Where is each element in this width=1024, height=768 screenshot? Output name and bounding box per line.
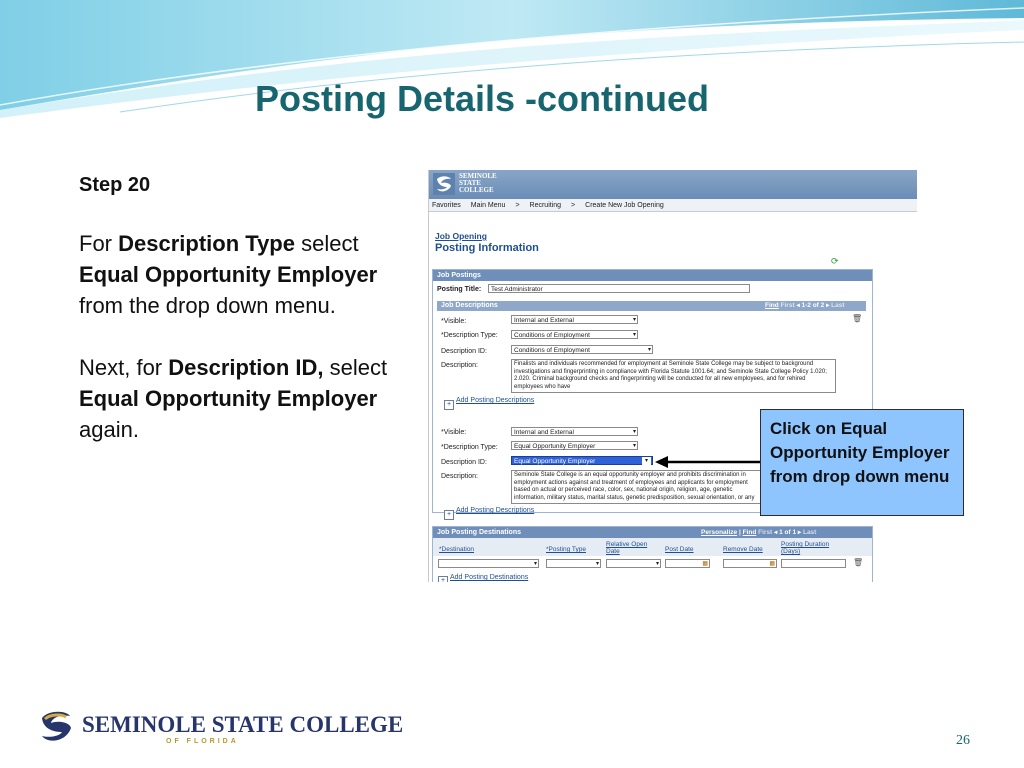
col-post-date[interactable]: Post Date	[665, 546, 694, 553]
description-textarea-1[interactable]: Finalists and individuals recommended for employment at Seminole State College may be subject to background investigations and fingerprinting in compliance with Florida Statute 1001.64; and Seminole State College Policy 1.020; 2.020. Criminal background checks and fingerprinting will be conducted for all new employees, and for rehired employees who have	[511, 359, 836, 393]
callout-box: Click on Equal Opportunity Employer from drop down menu	[760, 409, 964, 516]
app-nav-bar	[429, 199, 917, 212]
description-type-select-2[interactable]: Equal Opportunity Employer ▾	[511, 441, 638, 450]
first-link[interactable]: First	[780, 302, 795, 309]
nav-recruiting[interactable]: Recruiting	[529, 201, 562, 209]
chevron-down-icon: ▾	[655, 561, 659, 567]
instruction-paragraph-1: For Description Type select Equal Opportunity Employer from the drop down menu.	[79, 231, 378, 318]
find-link[interactable]: Find	[765, 302, 779, 309]
description-label: Description:	[441, 473, 478, 480]
remove-date-input[interactable]	[723, 559, 777, 568]
posting-title-input[interactable]: Test Administrator	[488, 284, 750, 293]
trash-icon[interactable]: 🗑	[852, 314, 863, 323]
add-posting-descriptions-link-2[interactable]: Add Posting Descriptions	[456, 507, 535, 514]
nav-create-job-opening[interactable]: Create New Job Opening	[585, 201, 664, 209]
description-type-label: *Description Type:	[441, 444, 498, 451]
last-link[interactable]: Last	[831, 302, 845, 309]
range-text: 1-2 of 2	[801, 302, 825, 309]
visible-label: *Visible:	[441, 429, 467, 436]
footer-logo-subtext: OF FLORIDA	[166, 738, 239, 745]
col-destination[interactable]: *Destination	[439, 546, 475, 553]
app-header	[429, 170, 917, 199]
add-icon[interactable]: +	[444, 400, 454, 410]
visible-select-1[interactable]: Internal and External ▾	[511, 315, 638, 324]
chevron-down-icon: ▾	[647, 347, 651, 353]
description-id-label: Description ID:	[441, 348, 487, 355]
chevron-down-icon: ▾	[533, 561, 537, 567]
nav-separator: >	[571, 201, 576, 209]
description-type-label: *Description Type:	[441, 332, 498, 339]
footer-logo-text: SEMINOLE STATE COLLEGE	[82, 712, 404, 737]
job-descriptions-header: Job Descriptions Find First ◂ 1-2 of 2 ▸ Last	[437, 301, 866, 311]
relative-open-date-select[interactable]	[606, 559, 661, 568]
page-number: 26	[956, 733, 970, 748]
col-posting-type[interactable]: *Posting Type	[546, 546, 586, 553]
trash-icon[interactable]: 🗑	[853, 558, 864, 567]
calendar-icon[interactable]: ▦	[702, 561, 708, 567]
col-remove-date[interactable]: Remove Date	[723, 546, 763, 553]
add-icon[interactable]: +	[444, 510, 454, 520]
description-id-select-2[interactable]: Equal Opportunity Employer ▾	[511, 456, 653, 465]
chevron-down-icon: ▾	[632, 429, 636, 435]
job-posting-destinations-section	[432, 526, 873, 582]
nav-main-menu[interactable]: Main Menu	[470, 201, 506, 209]
description-type-select-1[interactable]: Conditions of Employment ▾	[511, 330, 638, 339]
add-posting-destinations-link[interactable]: Add Posting Destinations	[450, 574, 529, 581]
instructions-panel	[79, 170, 399, 476]
posting-title-label: Posting Title:	[437, 286, 482, 293]
destination-select[interactable]	[438, 559, 539, 568]
description-label: Description:	[441, 362, 478, 369]
app-logo-text: SEMINOLE STATE COLLEGE	[459, 172, 497, 194]
posting-duration-input[interactable]	[781, 559, 846, 568]
step-label: Step 20	[79, 174, 151, 196]
description-id-label: Description ID:	[441, 459, 487, 466]
visible-select-2[interactable]: Internal and External ▾	[511, 427, 638, 436]
chevron-down-icon: ▾	[595, 561, 599, 567]
personalize-link[interactable]: Personalize	[701, 529, 738, 536]
instruction-paragraph-2: Next, for Description ID, select Equal Opportunity Employer again.	[79, 355, 388, 442]
post-date-input[interactable]	[665, 559, 710, 568]
slide-title: Posting Details -continued	[254, 78, 710, 119]
last-link[interactable]: Last	[802, 529, 817, 536]
visible-label: *Visible:	[441, 318, 467, 325]
add-icon[interactable]: +	[438, 576, 448, 582]
nav-separator: >	[515, 201, 520, 209]
col-posting-duration[interactable]: Posting Duration (Days)	[781, 541, 830, 555]
next-arrow-icon[interactable]: ▸	[826, 302, 830, 309]
page-title: Posting Information	[435, 242, 539, 254]
breadcrumb-job-opening[interactable]: Job Opening	[435, 231, 487, 241]
prev-arrow-icon[interactable]: ◂	[796, 302, 800, 309]
app-screenshot	[428, 170, 917, 582]
description-textarea-2[interactable]: Seminole State College is an equal opportunity employer and prohibits discrimination in employment actions against and treatment of employees and applicants for employment based on actual or perceived race, color, sex, national origin, religion, age, genetic information, military status, marital status, genetic predisposition, sexual orientation, or any	[511, 470, 761, 504]
pointer-arrow-icon	[655, 455, 762, 469]
range-text: 1 of 1	[779, 529, 797, 536]
first-link[interactable]: First	[758, 529, 773, 536]
next-arrow-icon[interactable]: ▸	[797, 529, 802, 536]
posting-type-select[interactable]	[546, 559, 601, 568]
college-logo-icon	[433, 173, 455, 195]
chevron-down-icon: ▾	[642, 457, 651, 466]
add-posting-descriptions-link-1[interactable]: Add Posting Descriptions	[456, 397, 535, 404]
destinations-header: Job Posting Destinations Personalize | Find First ◂ 1 of 1 ▸ Last	[433, 527, 872, 538]
chevron-down-icon: ▾	[632, 317, 636, 323]
find-link[interactable]: Find	[742, 529, 757, 536]
calendar-icon[interactable]: ▦	[769, 561, 775, 567]
refresh-icon[interactable]: ⟳	[831, 256, 839, 266]
chevron-down-icon: ▾	[632, 443, 636, 449]
chevron-down-icon: ▾	[632, 332, 636, 338]
job-postings-header: Job Postings	[433, 270, 872, 281]
col-relative-open-date[interactable]: Relative Open Date	[606, 541, 648, 555]
description-id-select-1[interactable]: Conditions of Employment ▾	[511, 345, 653, 354]
nav-favorites[interactable]: Favorites	[432, 201, 461, 209]
prev-arrow-icon[interactable]: ◂	[774, 529, 778, 536]
